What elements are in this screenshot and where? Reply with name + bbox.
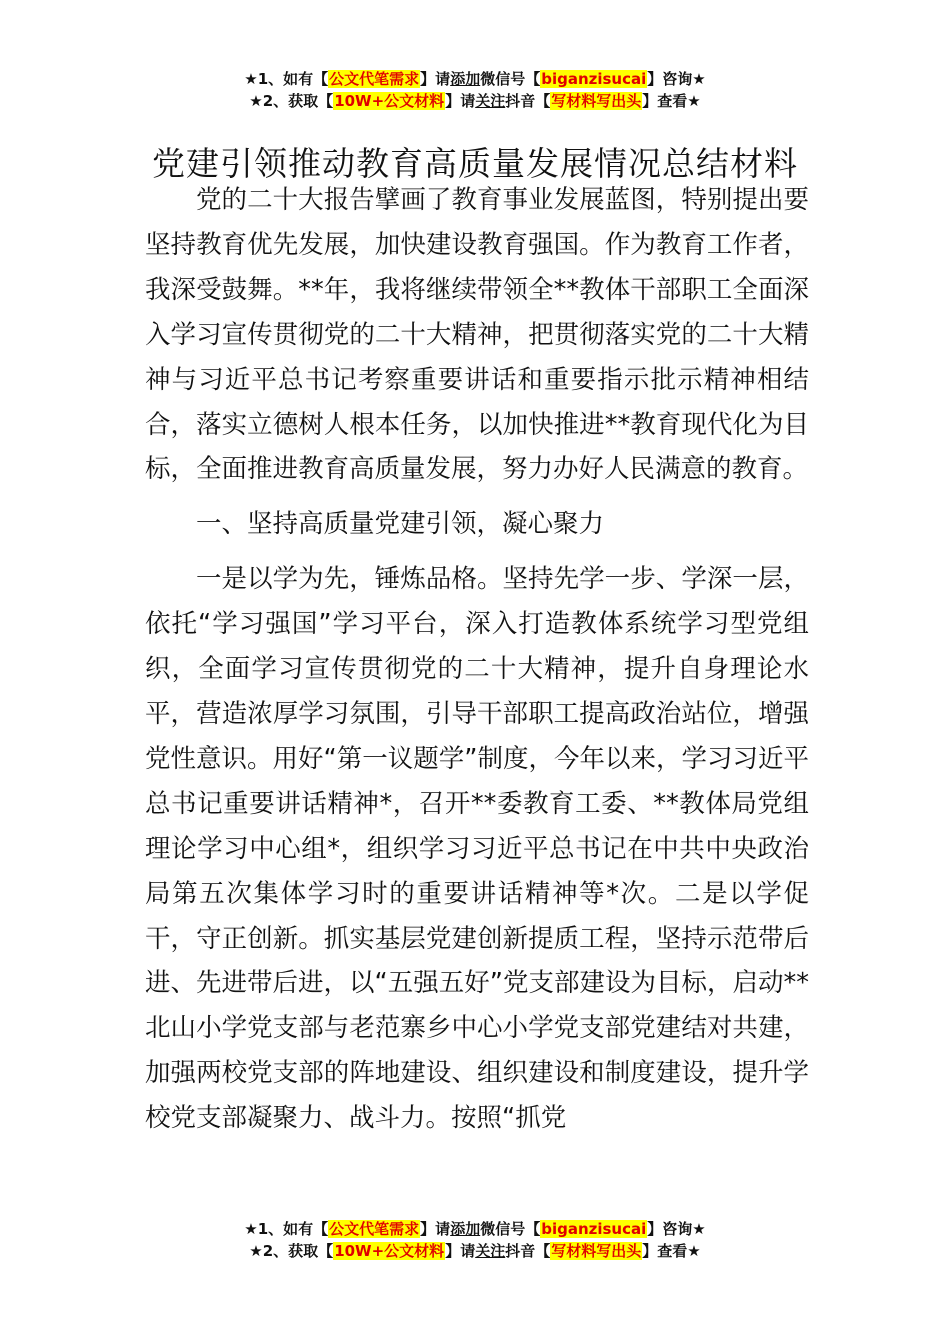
promo-text: 抖音【: [505, 1242, 551, 1260]
promo-highlight: biganzisucai: [541, 1220, 647, 1238]
promo-header: [0, 68, 950, 112]
promo-highlight: biganzisucai: [541, 70, 647, 88]
promo-text: 】请: [445, 92, 476, 110]
document-title: 党建引领推动教育高质量发展情况总结材料: [152, 144, 798, 184]
promo-highlight: 写材料写出头: [551, 92, 642, 110]
promo-line-2: [0, 1240, 950, 1262]
promo-text: 】咨询★: [647, 1220, 706, 1238]
promo-text: 微信号【: [480, 70, 541, 88]
promo-text: 微信号【: [480, 1220, 541, 1238]
promo-footer: [0, 1218, 950, 1262]
document-body: [145, 178, 809, 1141]
promo-line-1: [0, 68, 950, 90]
intro-paragraph: 党的二十大报告擘画了教育事业发展蓝图，特别提出要坚持教育优先发展，加快建设教育强国。作为教育工作者，我深受鼓舞。**年，我将继续带领全**教体干部职工全面深入学习宣传贯彻党的二十大精神，把贯彻落实党的二十大精神与习近平总书记考察重要讲话和重要指示批示精神相结合，落实立德树人根本任务，以加快推进**教育现代化为目标，全面推进教育高质量发展，努力办好人民满意的教育。: [145, 185, 809, 485]
promo-text: ★1、如有【: [244, 70, 329, 88]
promo-highlight: 公文代笔需求: [329, 70, 420, 88]
promo-emphasis: 关注: [475, 92, 506, 110]
promo-emphasis: 关注: [475, 1242, 506, 1260]
promo-text: ★1、如有【: [244, 1220, 329, 1238]
promo-text: 】查看★: [642, 1242, 701, 1260]
promo-text: 抖音【: [505, 92, 551, 110]
promo-highlight: 写材料写出头: [551, 1242, 642, 1260]
promo-emphasis: 添加: [450, 70, 481, 88]
promo-emphasis: 添加: [450, 1220, 481, 1238]
promo-text: 】查看★: [642, 92, 701, 110]
section-heading: 一、坚持高质量党建引领，凝心聚力: [196, 509, 605, 540]
promo-text: 】咨询★: [647, 70, 706, 88]
body-paragraph: 一是以学为先，锤炼品格。坚持先学一步、学深一层，依托“学习强国”学习平台，深入打造教体系统学习型党组织，全面学习宣传贯彻党的二十大精神，提升自身理论水平，营造浓厚学习氛围，引导干部职工提高政治站位，增强党性意识。用好“第一议题学”制度，今年以来，学习习近平总书记重要讲话精神*，召开**委教育工委、**教体局党组理论学习中心组*，组织学习习近平总书记在中共中央政治局第五次集体学习时的重要讲话精神等*次。二是以学促干，守正创新。抓实基层党建创新提质工程，坚持示范带后进、先进带后进，以“五强五好”党支部建设为目标，启动**北山小学党支部与老范寨乡中心小学党支部党建结对共建，加强两校党支部的阵地建设、组织建设和制度建设，提升学校党支部凝聚力、战斗力。按照“抓党: [145, 564, 809, 1134]
promo-highlight: 公文代笔需求: [329, 1220, 420, 1238]
promo-text: ★2、获取【: [249, 92, 334, 110]
promo-text: ★2、获取【: [249, 1242, 334, 1260]
promo-highlight: 10W+公文材料: [334, 1242, 445, 1260]
promo-line-2: [0, 90, 950, 112]
promo-highlight: 10W+公文材料: [334, 92, 445, 110]
promo-text: 】请: [420, 1220, 451, 1238]
promo-line-1: [0, 1218, 950, 1240]
promo-text: 】请: [445, 1242, 476, 1260]
promo-text: 】请: [420, 70, 451, 88]
